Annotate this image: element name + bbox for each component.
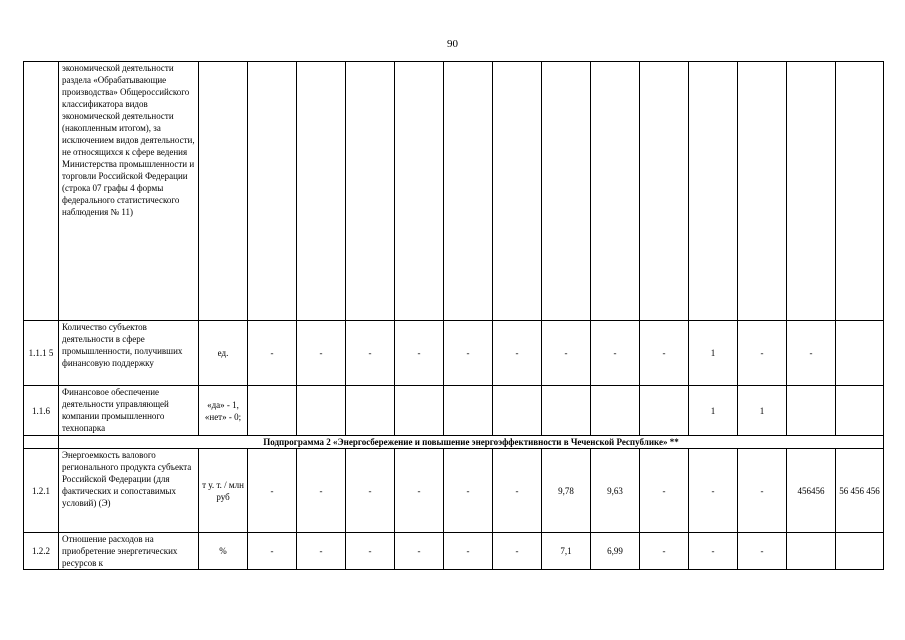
subprogram-number-cell bbox=[24, 436, 59, 449]
value-cell: - bbox=[395, 449, 444, 533]
value-cell bbox=[346, 386, 395, 436]
unit-cell bbox=[199, 62, 248, 321]
value-cell: - bbox=[346, 321, 395, 386]
value-cell bbox=[542, 62, 591, 321]
row-number: 1.2.2 bbox=[24, 533, 59, 570]
value-cell: - bbox=[640, 321, 689, 386]
indicator-name: Энергоемкость валового регионального продукта субъекта Российской Федерации (для фактических и сопоставимых условий) (Э) bbox=[59, 449, 199, 533]
value-cell bbox=[493, 62, 542, 321]
value-cell bbox=[787, 533, 836, 570]
value-cell bbox=[297, 62, 346, 321]
row-number: 1.1.1 5 bbox=[24, 321, 59, 386]
row-number bbox=[24, 62, 59, 321]
value-cell: - bbox=[248, 533, 297, 570]
table-row bbox=[24, 321, 884, 386]
value-cell: 1 bbox=[689, 321, 738, 386]
value-cell: - bbox=[444, 321, 493, 386]
value-cell: 1 bbox=[738, 386, 787, 436]
value-cell: - bbox=[346, 449, 395, 533]
value-cell: 1 bbox=[689, 386, 738, 436]
subprogram-row bbox=[24, 436, 884, 449]
unit-cell: % bbox=[199, 533, 248, 570]
value-cell bbox=[787, 62, 836, 321]
value-cell: 456456 bbox=[787, 449, 836, 533]
value-cell bbox=[640, 62, 689, 321]
table-row bbox=[24, 386, 884, 436]
indicator-name: экономической деятельности раздела «Обрабатывающие производства» Общероссийского классификатора видов экономической деятельности (накопленным итогом), за исключением видов деятельности, не относящихся к сфере ведения Министерства промышленности и торговли Российской Федерации (строка 07 графы 4 формы федерального статистического наблюдения № 11) bbox=[59, 62, 199, 321]
value-cell bbox=[836, 321, 884, 386]
value-cell: - bbox=[444, 533, 493, 570]
value-cell: - bbox=[787, 321, 836, 386]
value-cell bbox=[689, 62, 738, 321]
value-cell bbox=[346, 62, 395, 321]
value-cell: - bbox=[395, 321, 444, 386]
value-cell bbox=[297, 386, 346, 436]
value-cell: - bbox=[297, 321, 346, 386]
value-cell: - bbox=[738, 533, 787, 570]
value-cell: 6,99 bbox=[591, 533, 640, 570]
value-cell: 7,1 bbox=[542, 533, 591, 570]
value-cell: - bbox=[738, 449, 787, 533]
value-cell: - bbox=[248, 321, 297, 386]
unit-cell: «да» - 1, «нет» - 0; bbox=[199, 386, 248, 436]
indicator-name: Финансовое обеспечение деятельности управляющей компании промышленного технопарка bbox=[59, 386, 199, 436]
page-number: 90 bbox=[447, 38, 458, 50]
value-cell bbox=[640, 386, 689, 436]
value-cell bbox=[395, 386, 444, 436]
indicators-table bbox=[23, 61, 884, 570]
value-cell: - bbox=[493, 449, 542, 533]
value-cell: - bbox=[591, 321, 640, 386]
value-cell: 9,78 bbox=[542, 449, 591, 533]
value-cell: - bbox=[444, 449, 493, 533]
value-cell bbox=[493, 386, 542, 436]
value-cell bbox=[248, 62, 297, 321]
value-cell: - bbox=[297, 449, 346, 533]
value-cell bbox=[738, 62, 787, 321]
value-cell: - bbox=[493, 533, 542, 570]
value-cell: - bbox=[640, 533, 689, 570]
value-cell: - bbox=[493, 321, 542, 386]
value-cell bbox=[444, 386, 493, 436]
value-cell: - bbox=[248, 449, 297, 533]
value-cell bbox=[542, 386, 591, 436]
value-cell bbox=[836, 62, 884, 321]
value-cell: - bbox=[738, 321, 787, 386]
value-cell bbox=[395, 62, 444, 321]
value-cell bbox=[787, 386, 836, 436]
unit-cell: ед. bbox=[199, 321, 248, 386]
value-cell: - bbox=[689, 533, 738, 570]
row-number: 1.1.6 bbox=[24, 386, 59, 436]
value-cell bbox=[836, 386, 884, 436]
row-number: 1.2.1 bbox=[24, 449, 59, 533]
subprogram-title: Подпрограмма 2 «Энергосбережение и повышение энергоэффективности в Чеченской Республике» ** bbox=[59, 436, 884, 449]
value-cell bbox=[248, 386, 297, 436]
value-cell: 9,63 bbox=[591, 449, 640, 533]
indicator-name: Количество субъектов деятельности в сфере промышленности, получивших финансовую поддержку bbox=[59, 321, 199, 386]
value-cell: - bbox=[297, 533, 346, 570]
table-row bbox=[24, 533, 884, 570]
value-cell bbox=[444, 62, 493, 321]
value-cell: 56 456 456 bbox=[836, 449, 884, 533]
value-cell bbox=[836, 533, 884, 570]
value-cell: - bbox=[542, 321, 591, 386]
value-cell: - bbox=[640, 449, 689, 533]
unit-cell: т у. т. / млн руб bbox=[199, 449, 248, 533]
value-cell bbox=[591, 62, 640, 321]
value-cell: - bbox=[346, 533, 395, 570]
value-cell: - bbox=[395, 533, 444, 570]
indicator-name: Отношение расходов на приобретение энергетических ресурсов к bbox=[59, 533, 199, 570]
table-row bbox=[24, 62, 884, 321]
table-row bbox=[24, 449, 884, 533]
value-cell bbox=[591, 386, 640, 436]
value-cell: - bbox=[689, 449, 738, 533]
